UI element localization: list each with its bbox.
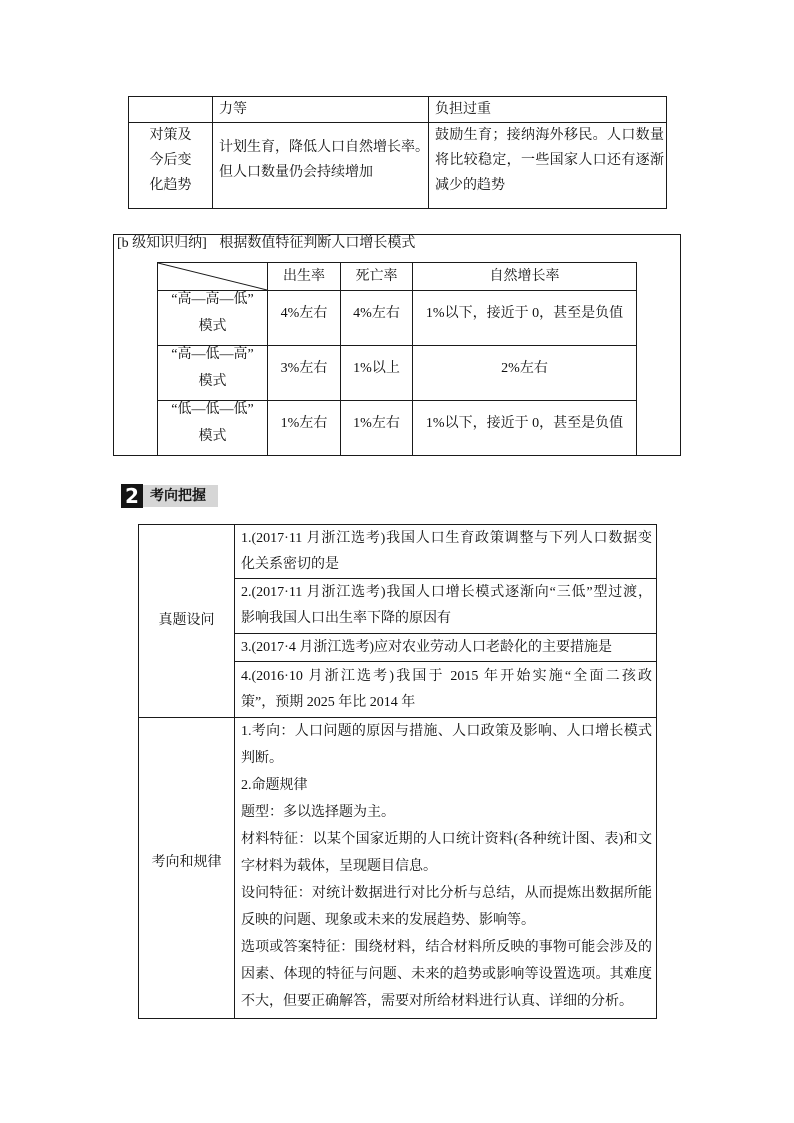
header-text: 自然增长率 (489, 268, 560, 284)
model-name: “高—低—高” (171, 347, 254, 362)
question-line: 2.(2017·11 月浙江选考)我国人口增长模式逐渐向“三低”型过渡， (241, 585, 652, 600)
section-number-badge: 2 (121, 484, 143, 508)
trend-line: 2.命题规律 (241, 778, 308, 793)
model-name-cell (158, 401, 268, 456)
question-cell (235, 662, 657, 718)
trend-line: 设问特征：对统计数据进行对比分析与总结，从而提炼出数据所能 (241, 886, 652, 901)
header-text: 死亡率 (355, 268, 398, 284)
row-label-cell (129, 123, 213, 209)
row-label-line: 化趋势 (149, 178, 192, 193)
table-row (129, 123, 667, 209)
model-suffix: 模式 (198, 429, 227, 444)
death-rate-cell (341, 401, 413, 456)
question-line: 4.(2016·10 月浙江选考)我国于 2015 年开始实施“全面二孩政 (241, 668, 652, 684)
birth-rate-cell (268, 401, 341, 456)
cell-text-line: 减少的趋势 (435, 178, 505, 193)
questions-label: 真题设问 (158, 613, 215, 628)
trend-line: 题型：多以选择题为主。 (241, 805, 395, 820)
questions-label-cell (139, 525, 235, 718)
table-row (158, 401, 637, 456)
policy-comparison-table (128, 96, 667, 209)
cell-text-line: 鼓励生育；接纳海外移民。人口数量 (435, 128, 664, 143)
cell-text-line: 但人口数量仍会持续增加 (219, 164, 373, 180)
trend-line: 判断。 (241, 751, 283, 766)
model-suffix: 模式 (198, 319, 227, 334)
knowledge-summary-box (113, 234, 681, 456)
table-row (158, 291, 637, 346)
natural-growth-cell (413, 401, 637, 456)
column-header-death-rate (341, 263, 413, 291)
cell-text: 力等 (219, 101, 247, 117)
table-cell (429, 123, 667, 209)
section-title: 考向把握 (150, 488, 206, 504)
table-cell (429, 97, 667, 123)
birth-rate-cell (268, 346, 341, 401)
question-cell (235, 579, 657, 634)
table-cell (213, 123, 429, 209)
trend-line: 不大，但要正确解答，需要对所给材料进行认真、详细的分析。 (241, 994, 633, 1009)
cell-text-line: 将比较稳定，一些国家人口还有逐渐 (435, 153, 664, 168)
table-row (129, 97, 667, 123)
model-name-cell (158, 291, 268, 346)
value-text: 1%左右 (280, 415, 328, 431)
table-row (158, 346, 637, 401)
natural-growth-cell (413, 291, 637, 346)
exam-orientation-table (138, 524, 657, 1019)
question-line: 影响我国人口出生率下降的原因有 (241, 611, 451, 626)
question-line: 1.(2017·11 月浙江选考)我国人口生育政策调整与下列人口数据变 (241, 530, 652, 546)
question-cell (235, 525, 657, 579)
cell-text: 负担过重 (435, 101, 491, 117)
trend-line: 字材料为载体，呈现题目信息。 (241, 859, 437, 874)
trends-label-cell (139, 718, 235, 1019)
question-line: 化关系密切的是 (241, 556, 339, 572)
table-row (139, 718, 657, 1019)
empty-cell (129, 97, 213, 123)
model-name-cell (158, 346, 268, 401)
question-cell (235, 634, 657, 662)
table-cell (213, 97, 429, 123)
column-header-natural-growth (413, 263, 637, 291)
header-text: 出生率 (283, 268, 325, 284)
trend-line: 选项或答案特征：围绕材料，结合材料所反映的事物可能会涉及的 (241, 940, 652, 955)
cell-text-line: 计划生育，降低人口自然增长率。 (219, 139, 429, 155)
trend-line: 因素、体现的特征与问题、未来的趋势或影响等设置选项。其难度 (241, 967, 652, 982)
model-suffix: 模式 (198, 374, 227, 389)
death-rate-cell (341, 291, 413, 346)
row-label-line: 今后变 (149, 153, 192, 168)
model-name: “高—高—低” (171, 292, 254, 307)
model-name: “低—低—低” (171, 402, 254, 417)
death-rate-cell (341, 346, 413, 401)
value-text: 1%以下，接近于 0，甚至是负值 (425, 305, 624, 321)
trends-label: 考向和规律 (151, 855, 222, 870)
knowledge-tag: [b 级知识归纳] (117, 236, 207, 251)
question-line: 3.(2017·4 月浙江选考)应对农业劳动人口老龄化的主要措施是 (241, 639, 612, 655)
column-header-birth-rate (268, 263, 341, 291)
birth-rate-cell (268, 291, 341, 346)
trend-line: 1.考向：人口问题的原因与措施、人口政策及影响、人口增长模式 (241, 724, 652, 739)
value-text: 1%左右 (353, 415, 400, 431)
value-text: 2%左右 (501, 360, 548, 376)
value-text: 1%以上 (353, 360, 400, 376)
trend-line: 反映的问题、现象或未来的发展趋势、影响等。 (241, 913, 535, 928)
growth-model-table (157, 262, 637, 456)
table-row (139, 525, 657, 579)
section-title-bar (143, 485, 218, 507)
natural-growth-cell (413, 346, 637, 401)
row-label-line: 对策及 (149, 128, 192, 143)
trend-line: 材料特征：以某个国家近期的人口统计资料(各种统计图、表)和文 (241, 832, 652, 847)
question-line: 策”，预期 2025 年比 2014 年 (241, 694, 416, 710)
value-text: 4%左右 (353, 305, 400, 321)
box-title: 根据数值特征判断人口增长模式 (219, 236, 416, 251)
value-text: 4%左右 (280, 305, 328, 321)
value-text: 3%左右 (280, 360, 328, 376)
trends-cell (235, 718, 657, 1019)
box-heading (117, 235, 415, 253)
value-text: 1%以下，接近于 0，甚至是负值 (425, 415, 624, 431)
